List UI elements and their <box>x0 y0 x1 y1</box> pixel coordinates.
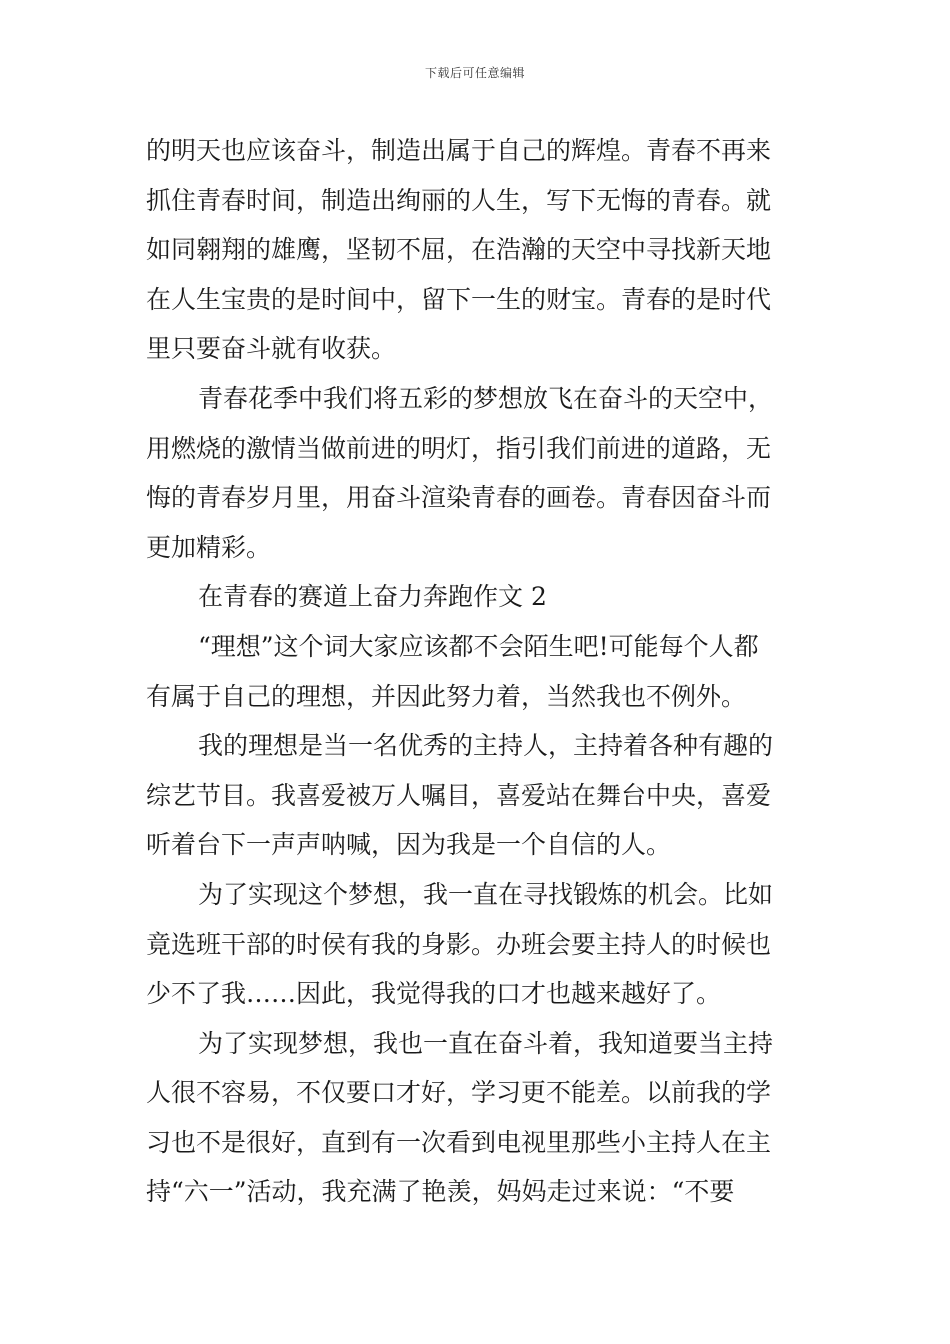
text-line-12: 有属于自己的理想，并因此努力着，当然我也不例外。 <box>146 681 747 711</box>
text-line-11: “理想”这个词大家应该都不会陌生吧!可能每个人都 <box>198 631 759 661</box>
page-header: 下载后可任意编辑 <box>424 66 525 80</box>
text-line-16: 为了实现这个梦想，我一直在寻找锻炼的机会。比如 <box>198 879 774 909</box>
text-line-4: 在人生宝贵的是时间中，留下一生的财宝。青春的是时代 <box>146 284 772 314</box>
text-line-15: 听着台下一声声呐喊，因为我是一个自信的人。 <box>146 830 672 860</box>
text-line-17: 竟选班干部的时侯有我的身影。办班会要主持人的时候也 <box>146 929 772 959</box>
text-line-8: 悔的青春岁月里，用奋斗渲染青春的画卷。青春因奋斗而 <box>146 483 772 513</box>
text-line-9: 更加精彩。 <box>146 532 272 562</box>
text-line-19: 为了实现梦想，我也一直在奋斗着，我知道要当主持 <box>198 1028 774 1058</box>
text-line-3: 如同翱翔的雄鹰，坚韧不屈，在浩瀚的天空中寻找新天地 <box>146 235 772 265</box>
text-line-2: 抓住青春时间，制造出绚丽的人生，写下无悔的青春。就 <box>146 185 772 215</box>
text-line-22: 持“六一”活动，我充满了艳羡，妈妈走过来说：“不要 <box>146 1177 735 1207</box>
text-line-5: 里只要奋斗就有收获。 <box>146 334 397 364</box>
text-line-14: 综艺节目。我喜爱被万人嘱目，喜爱站在舞台中央，喜爱 <box>146 780 772 810</box>
text-line-1: 的明天也应该奋斗，制造出属于自己的辉煌。青春不再来 <box>146 136 772 165</box>
document-body <box>146 126 806 1217</box>
text-line-18: 少不了我……因此，我觉得我的口才也越来越好了。 <box>146 979 722 1009</box>
text-line-7: 用燃烧的激情当做前进的明灯，指引我们前进的道路，无 <box>146 433 772 463</box>
text-line-6: 青春花季中我们将五彩的梦想放飞在奋斗的天空中， <box>198 383 774 413</box>
text-line-13: 我的理想是当一名优秀的主持人，主持着各种有趣的 <box>198 731 774 761</box>
text-line-21: 习也不是很好，直到有一次看到电视里那些小主持人在主 <box>146 1127 772 1157</box>
text-line-20: 人很不容易，不仅要口才好，学习更不能差。以前我的学 <box>146 1078 772 1108</box>
section-title: 在青春的赛道上奋力奔跑作文 2 <box>198 582 547 612</box>
